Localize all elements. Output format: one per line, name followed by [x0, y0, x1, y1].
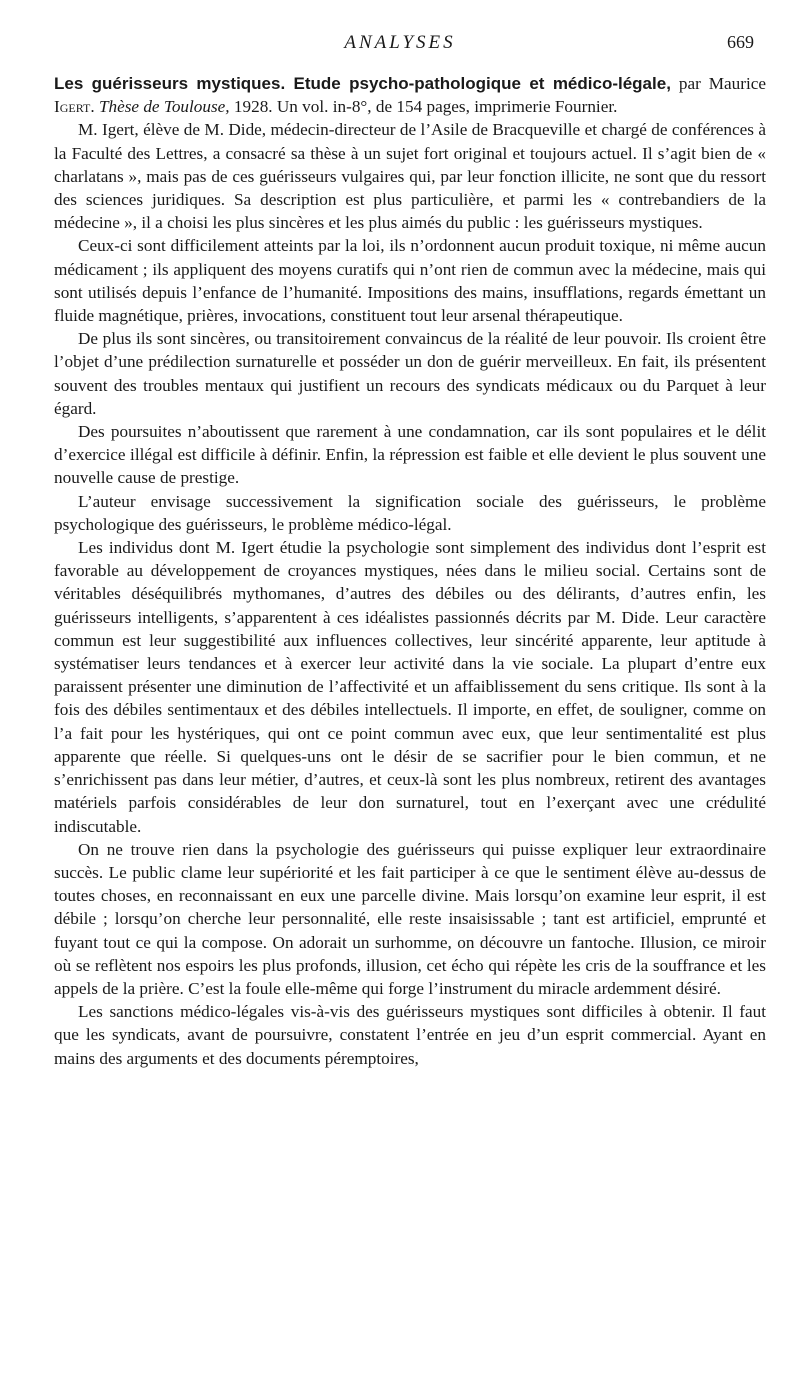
paragraph-4: Des poursuites n’aboutissent que rarement à une condamnation, car ils sont populaires et le délit d’exercice illégal est difficile à définir. Enfin, la répression est faible et elle devient le plus souvent une nouvelle cause de prestige.	[54, 422, 766, 488]
paragraph-8: Les sanctions médico-légales vis-à-vis des guérisseurs mystiques sont difficiles à obtenir. Il faut que les syndicats, avant de poursuivre, constatent l’entrée en jeu d’un esprit commercial. Ayant en mains des arguments et des documents péremptoires,	[54, 1002, 766, 1068]
paragraph-5: L’auteur envisage successivement la signification sociale des guérisseurs, le problème psychologique des guérisseurs, le problème médico-légal.	[54, 491, 766, 534]
running-head	[0, 32, 800, 60]
paragraph-7: On ne trouve rien dans la psychologie des guérisseurs qui puisse expliquer leur extraordinaire succès. Le public clame leur supériorité et les fait participer à ce que le sentiment élève au-dessus de toutes choses, en reconnaissant en eux une parcelle divine. Mais lorsqu’on examine leur esprit, il est débile ; lorsqu’on cherche leur personnalité, elle reste insaisissable ; tant est artificiel, emprunté et fuyant tout ce qui la compose. On adorait un surhomme, on découvre un fantoche. Illusion, ce miroir où se reflètent nos espoirs les plus profonds, illusion, cet écho qui répète les cris de la souffrance et les appels de la prière. C’est la foule elle-même qui forge l’instrument du miracle ardemment désiré.	[54, 839, 766, 998]
review-body	[54, 72, 766, 1070]
paragraph-6: Les individus dont M. Igert étudie la psychologie sont simplement des individus dont l’esprit est favorable au développement de croyances mystiques, nées dans le milieu social. Certains sont de véritables déséquilibrés mythomanes, d’autres des débiles ou des délirants, d’autres enfin, les guérisseurs intelligents, s’apparentent à ces idéalistes passionnés décrits par M. Dide. Leur caractère commun est leur suggestibilité aux influences collectives, leur sincérité apparente, leur aptitude à systématiser leurs tendances et à exercer leur activité dans la vie sociale. La plupart d’entre eux paraissent présenter une diminution de l’affectivité et un affaiblissement du sens critique. Ils sont à la fois des débiles sentimentaux et des débiles intellectuels. Il importe, en effet, de souligner, comme on l’a fait pour les hystériques, qui ont ce point commun avec eux, que leur sentimentalité est plus apparente que réelle. Si quelques-uns ont le désir de se sacrifier pour le bien commun, et ne s’enrichissent pas dans leur métier, d’autres, et ceux-là sont les plus nombreux, retirent des avantages matériels parfois considérables de leur don surnaturel, tout en l’exerçant avec une crédulité indiscutable.	[54, 538, 766, 836]
paragraph-1: M. Igert, élève de M. Dide, médecin-directeur de l’Asile de Bracqueville et chargé de conférences à la Faculté des Lettres, a consacré sa thèse à un sujet fort original et toujours actuel. Il s’agit bien de « charlatans », mais pas de ces guérisseurs vulgaires qui, par leur fonction illicite, ne sont que du ressort des sciences juridiques. Sa description est plus particulière, et parmi les « contrebandiers de la médecine », il a choisi les plus sincères et les plus aimés du public : les guérisseurs mystiques.	[54, 120, 766, 233]
page-number: 669	[727, 32, 754, 52]
paragraph-2: Ceux-ci sont difficilement atteints par la loi, ils n’ordonnent aucun produit toxique, ni même aucun médicament ; ils appliquent des moyens curatifs qui n’ont rien de commun avec la médecine, mais qui sont utilisés depuis l’enfance de l’humanité. Impositions des mains, insufflations, regards émettant un fluide magnétique, prières, invocations, constituent tout leur arsenal thérapeutique.	[54, 236, 766, 326]
running-title: ANALYSES	[344, 32, 456, 53]
review-thesis: Thèse de Toulouse,	[98, 97, 230, 117]
book-title: Les guérisseurs mystiques. Etude psycho-pathologique et médico-légale,	[54, 74, 671, 93]
review-publication: 1928. Un vol. in-8°, de 154 pages, imprimerie Fournier.	[233, 97, 618, 117]
review-heading: Les guérisseurs mystiques. Etude psycho-pathologique et médico-légale, par Maurice Igert. Thèse de Toulouse, 1928. Un vol. in-8°, de 154 pages, imprimerie Fournier.	[54, 74, 766, 117]
review-by: par Maurice	[678, 74, 766, 93]
paragraph-3: De plus ils sont sincères, ou transitoirement convaincus de la réalité de leur pouvoir. Ils croient être l’objet d’une prédilection surnaturelle et posséder un don de guérir merveilleux. En fait, ils présentent souvent des troubles mentaux qui justifient un recours des syndicats médicaux ou du Parquet à leur égard.	[54, 329, 766, 418]
review-author: Igert	[54, 97, 91, 117]
